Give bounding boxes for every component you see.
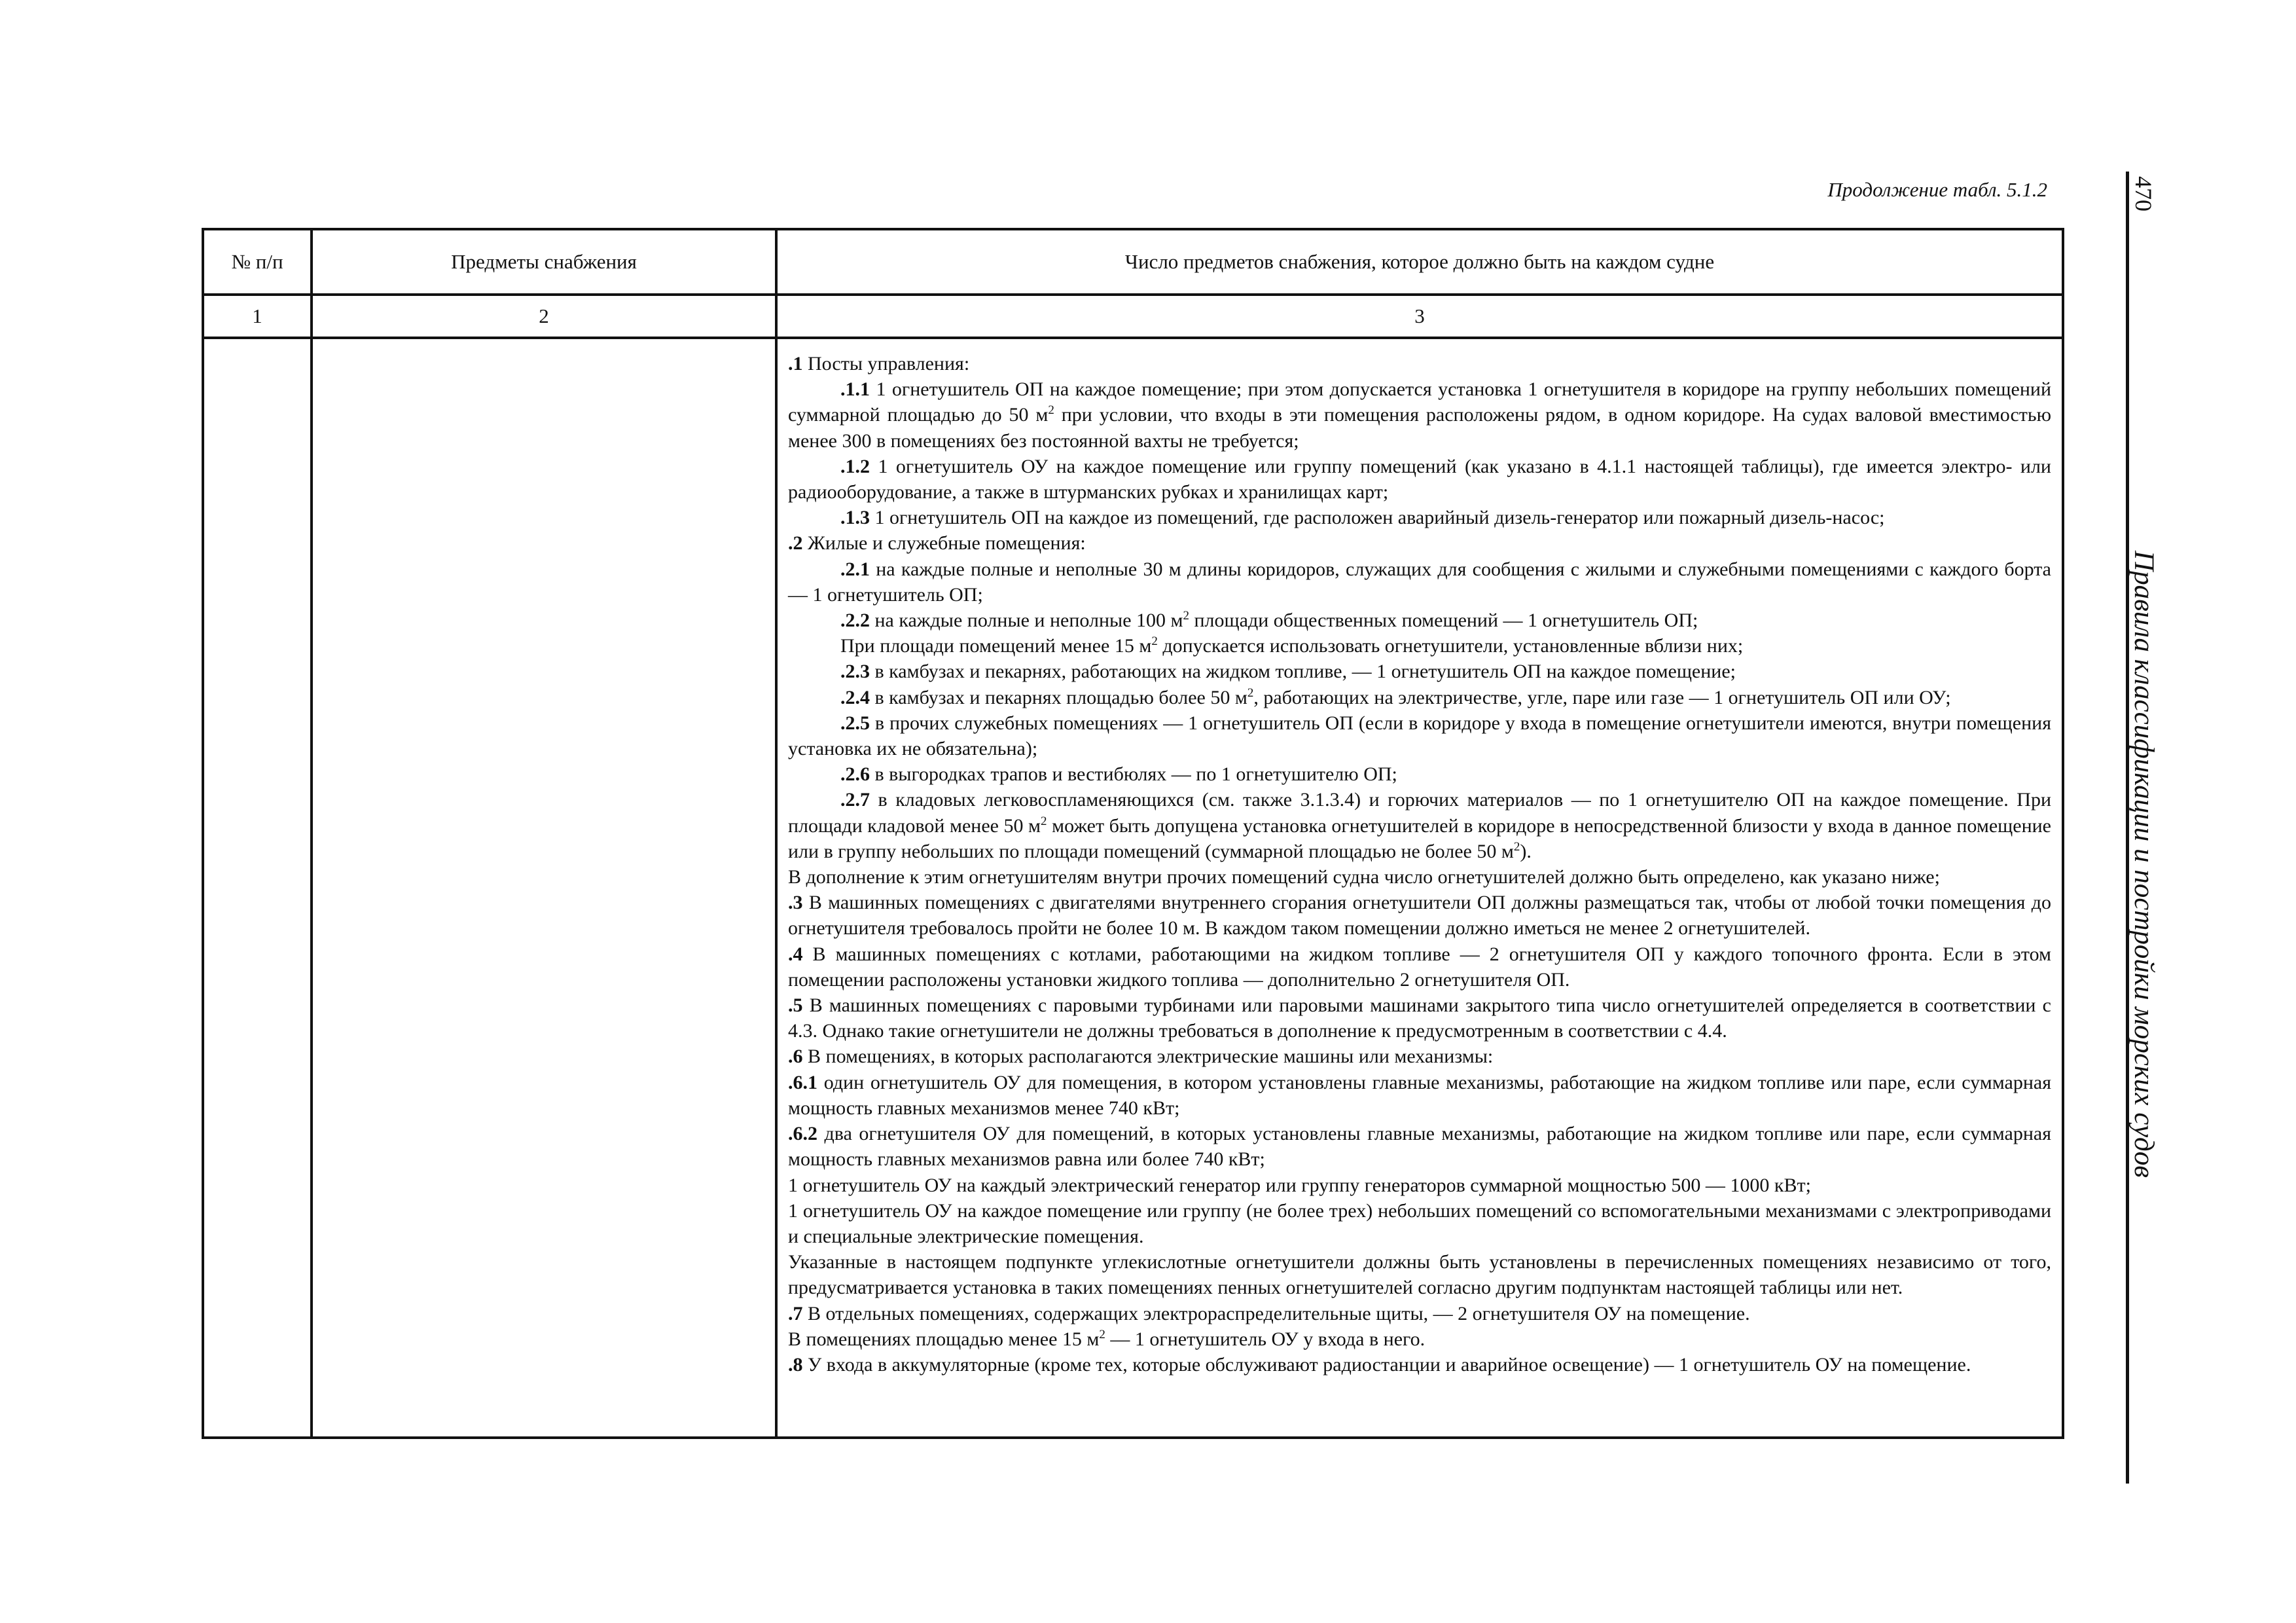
requirement-line: .8 У входа в аккумуляторные (кроме тех, которые обслуживают радиостанции и аварийное освещение) — 1 огнетушитель ОУ на помещение. <box>788 1353 1971 1376</box>
requirement-line: .2.7 в кладовых легковоспламеняющихся (см. также 3.1.3.4) и горючих материалов — по 1 огнетушителю ОП на каждое помещение. При площади кладовой менее 50 $м^2$ может быть допущена установка огнетушителей в коридоре в непосредственной близости у входа в данное помещение или в группу небольших по площади помещений (суммарной площадью не более 50 $м^2$). <box>788 789 2051 862</box>
requirement-number: .6 <box>788 1046 803 1068</box>
header-number-cell: № п/п <box>203 229 312 295</box>
requirement-line: .1.3 1 огнетушитель ОП на каждое из помещений, где расположен аварийный дизель-генератор или пожарный дизель-насос; <box>840 507 1885 529</box>
column-number-3: 3 <box>776 295 2063 338</box>
column-number-row <box>203 295 2063 338</box>
requirement-number: .1 <box>788 353 803 374</box>
requirement-line: .6.2 два огнетушителя ОУ для помещений, в которых установлены главные механизмы, работающие на жидком топливе или паре, если суммарная мощность главных механизмов равна или более 740 кВт; <box>788 1123 2051 1171</box>
requirement-line: .6 В помещениях, в которых располагаются электрические машины или механизмы: <box>788 1046 1494 1068</box>
requirement-line: Указанные в настоящем подпункте углекислотные огнетушители должны быть установлены в перечисленных помещениях независимо от того, предусматривается установка в таких помещениях пенных огнетушителей согласно другим подпунктам настоящей таблицы или нет. <box>788 1251 2051 1299</box>
page-number: 470 <box>2130 176 2157 211</box>
requirement-number: .8 <box>788 1353 803 1376</box>
body-number-cell <box>203 338 312 1438</box>
requirement-line: При площади помещений менее 15 $м^2$ допускается использовать огнетушители, установленные вблизи них; <box>840 634 1744 657</box>
requirement-line: .1.2 1 огнетушитель ОУ на каждое помещение или группу помещений (как указано в 4.1.1 настоящей таблицы), где имеется электро- или радиооборудование, а также в штурманских рубках и хранилищах карт; <box>788 455 2051 503</box>
requirement-number: .3 <box>788 892 803 914</box>
requirement-line: .2.3 в камбузах и пекарнях, работающих на жидком топливе, — 1 огнетушитель ОП на каждое помещение; <box>840 661 1736 683</box>
requirement-line: .2 Жилые и служебные помещения: <box>788 532 1086 555</box>
requirement-number: .1.1 <box>840 378 870 401</box>
requirement-line: В дополнение к этим огнетушителям внутри прочих помещений судна число огнетушителей должно быть определено, как указано ниже; <box>788 866 1940 888</box>
requirement-number: .2.1 <box>840 558 870 580</box>
requirement-number: .1.2 <box>840 455 870 477</box>
body-items-cell <box>312 338 776 1438</box>
requirement-line: .5 В машинных помещениях с паровыми турбинами или паровыми машинами закрытого типа число огнетушителей определяется в соответствии с 4.3. Однако такие огнетушители не должны требоваться в дополнение к предусмотренным в соответствии с 4.4. <box>788 994 2051 1042</box>
table-continuation-caption: Продолжение табл. 5.1.2 <box>1827 178 2047 201</box>
requirement-number: .6.2 <box>788 1123 817 1145</box>
requirement-line: .2.5 в прочих служебных помещениях — 1 огнетушитель ОП (если в коридоре у входа в помещение огнетушители имеются, внутри помещения установка их не обязательна); <box>788 712 2051 760</box>
requirement-line: 1 огнетушитель ОУ на каждое помещение или группу (не более трех) небольших помещений со вспомогательными механизмами с электроприводами и специальные электрические помещения. <box>788 1199 2051 1247</box>
supplies-table <box>202 228 2064 1439</box>
requirement-number: .7 <box>788 1302 803 1324</box>
requirement-line: .2.1 на каждые полные и неполные 30 м длины коридоров, служащих для сообщения с жилыми и служебными помещениями с каждого борта — 1 огнетушитель ОП; <box>788 558 2051 606</box>
requirement-number: .2.5 <box>840 712 870 734</box>
requirement-number: .2.7 <box>840 789 870 811</box>
requirement-number: .4 <box>788 943 803 965</box>
requirement-number: .1.3 <box>840 507 870 529</box>
body-requirements-cell <box>776 338 2063 1438</box>
requirements-text <box>788 351 2051 1377</box>
requirement-number: .6.1 <box>788 1071 817 1093</box>
requirement-number: .2.4 <box>840 686 870 708</box>
requirement-line: .2.2 на каждые полные и неполные 100 $м^2$ площади общественных помещений — 1 огнетушитель ОП; <box>840 609 1698 632</box>
requirement-line: .1.1 1 огнетушитель ОП на каждое помещение; при этом допускается установка 1 огнетушителя в коридоре на группу небольших помещений суммарной площадью до 50 $м^2$ при условии, что входы в эти помещения расположены рядом, в одном коридоре. На судах валовой вместимостью менее 300 в помещениях без постоянной вахты не требуется; <box>788 378 2051 452</box>
requirement-line: .2.4 в камбузах и пекарнях площадью более 50 $м^2$, работающих на электричестве, угле, паре или газе — 1 огнетушитель ОП или ОУ; <box>840 685 1951 708</box>
requirement-number: .2.3 <box>840 661 870 683</box>
column-number-1: 1 <box>203 295 312 338</box>
table-header-row <box>203 229 2063 295</box>
header-items-cell: Предметы снабжения <box>312 229 776 295</box>
requirement-number: .2.2 <box>840 610 870 632</box>
requirement-line: .4 В машинных помещениях с котлами, работающими на жидком топливе — 2 огнетушителя ОП у каждого топочного фронта. Если в этом помещении расположены установки жидкого топлива — дополнительно 2 огнетушителя ОП. <box>788 943 2051 991</box>
running-title: Правила классификации и постройки морских судов <box>2128 551 2159 1178</box>
column-number-2: 2 <box>312 295 776 338</box>
requirement-line: .3 В машинных помещениях с двигателями внутреннего сгорания огнетушители ОП должны размещаться так, чтобы от любой точки помещения до огнетушителя требовалось пройти не более 10 м. В каждом таком помещении должно иметься не менее 2 огнетушителей. <box>788 892 2051 939</box>
requirement-line: .6.1 один огнетушитель ОУ для помещения, в котором установлены главные механизмы, работающие на жидком топливе или паре, если суммарная мощность главных механизмов менее 740 кВт; <box>788 1071 2051 1119</box>
requirement-line: 1 огнетушитель ОУ на каждый электрический генератор или группу генераторов суммарной мощностью 500 — 1000 кВт; <box>788 1174 1811 1196</box>
requirement-number: .2 <box>788 532 803 555</box>
requirement-number: .5 <box>788 994 803 1017</box>
requirement-line: В помещениях площадью менее 15 $м^2$ — 1 огнетушитель ОУ у входа в него. <box>788 1327 1426 1350</box>
requirement-number: .2.6 <box>840 763 870 786</box>
table-body-row <box>203 338 2063 1438</box>
requirement-line: .7 В отдельных помещениях, содержащих электрораспределительные щиты, — 2 огнетушителя ОУ на помещение. <box>788 1302 1750 1324</box>
requirement-line: .2.6 в выгородках трапов и вестибюлях — по 1 огнетушителю ОП; <box>840 763 1397 786</box>
header-count-cell: Число предметов снабжения, которое должно быть на каждом судне <box>776 229 2063 295</box>
requirement-line: .1 Посты управления: <box>788 353 970 374</box>
